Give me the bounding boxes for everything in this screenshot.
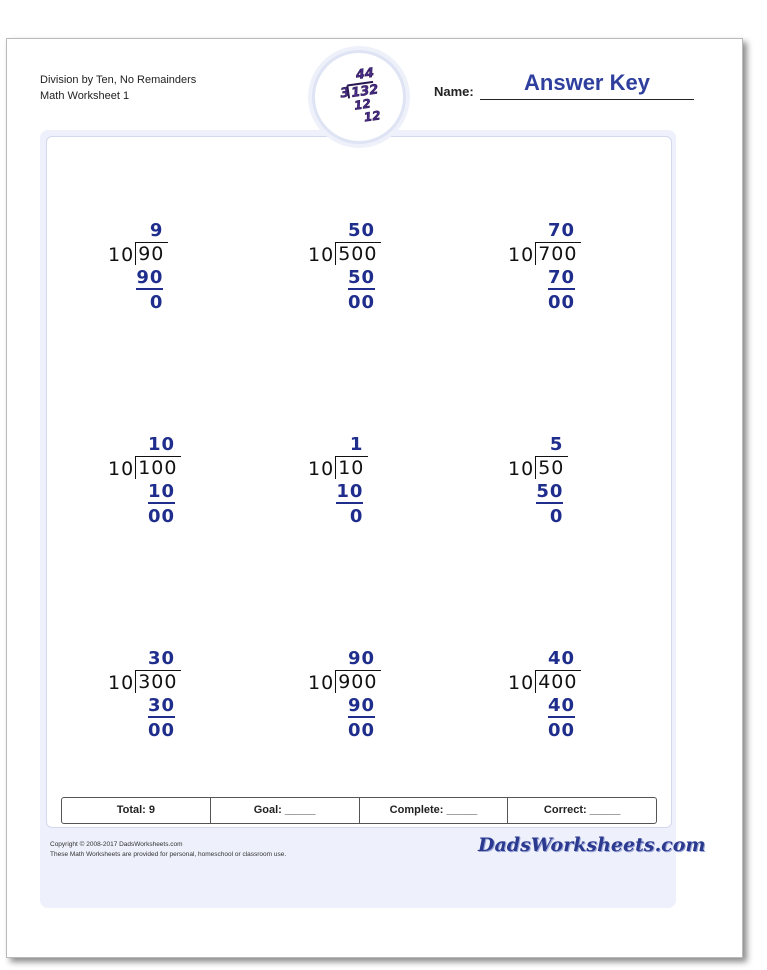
remainder: 00 bbox=[347, 720, 375, 741]
product: 90 bbox=[347, 695, 375, 716]
quotient: 70 bbox=[547, 220, 575, 241]
svg-text:132: 132 bbox=[350, 82, 380, 101]
division-problem bbox=[108, 432, 268, 542]
remainder: 00 bbox=[547, 720, 575, 741]
divisor: 10 bbox=[308, 672, 335, 694]
quotient: 10 bbox=[147, 434, 175, 455]
dividend: 100 bbox=[135, 456, 181, 479]
usage-note: These Math Worksheets are provided for personal, homeschool or classroom use. bbox=[50, 851, 287, 858]
remainder: 0 bbox=[149, 292, 164, 313]
division-problem bbox=[308, 432, 468, 542]
remainder: 00 bbox=[547, 292, 575, 313]
product: 50 bbox=[536, 481, 564, 502]
dividend: 90 bbox=[135, 242, 168, 265]
division-problem bbox=[108, 218, 268, 328]
remainder: 0 bbox=[549, 506, 564, 527]
copyright-line: Copyright © 2008-2017 DadsWorksheets.com bbox=[50, 841, 183, 848]
quotient: 50 bbox=[347, 220, 375, 241]
division-problem bbox=[508, 218, 668, 328]
division-problem bbox=[108, 646, 268, 756]
divisor: 10 bbox=[308, 458, 335, 480]
divisor: 10 bbox=[108, 672, 135, 694]
product: 10 bbox=[336, 481, 364, 502]
division-problem bbox=[308, 218, 468, 328]
svg-text:44: 44 bbox=[354, 65, 375, 84]
product: 40 bbox=[547, 695, 575, 716]
dividend: 50 bbox=[535, 456, 568, 479]
dividend: 700 bbox=[535, 242, 581, 265]
name-underline bbox=[480, 98, 694, 100]
divisor: 10 bbox=[508, 244, 535, 266]
division-problem bbox=[508, 432, 668, 542]
worksheet-subtitle: Math Worksheet 1 bbox=[40, 90, 130, 102]
remainder: 00 bbox=[147, 720, 175, 741]
remainder: 00 bbox=[147, 506, 175, 527]
score-table bbox=[61, 797, 657, 824]
dividend: 500 bbox=[335, 242, 381, 265]
product: 30 bbox=[147, 695, 175, 716]
remainder: 00 bbox=[347, 292, 375, 313]
worksheet-title: Division by Ten, No Remainders bbox=[40, 74, 197, 86]
quotient: 9 bbox=[149, 220, 164, 241]
quotient: 1 bbox=[349, 434, 364, 455]
product: 70 bbox=[547, 267, 575, 288]
quotient: 30 bbox=[147, 648, 175, 669]
divisor: 10 bbox=[508, 458, 535, 480]
svg-text:3: 3 bbox=[339, 85, 351, 102]
brand-logo: DadsWorksheets.com bbox=[478, 834, 706, 856]
divisor: 10 bbox=[108, 458, 135, 480]
quotient: 40 bbox=[547, 648, 575, 669]
divisor: 10 bbox=[308, 244, 335, 266]
quotient: 5 bbox=[549, 434, 564, 455]
product: 10 bbox=[147, 481, 175, 502]
copyright-block bbox=[50, 840, 286, 860]
goal-cell: Goal: _____ bbox=[211, 798, 360, 823]
dividend: 900 bbox=[335, 670, 381, 693]
dividend: 400 bbox=[535, 670, 581, 693]
name-label: Name: bbox=[434, 84, 474, 99]
long-division-logo-icon bbox=[312, 50, 406, 144]
correct-cell: Correct: _____ bbox=[543, 804, 621, 816]
divisor: 10 bbox=[508, 672, 535, 694]
remainder: 0 bbox=[349, 506, 364, 527]
svg-text:12: 12 bbox=[353, 96, 372, 113]
product: 50 bbox=[347, 267, 375, 288]
complete-cell: Complete: _____ bbox=[360, 798, 509, 823]
svg-text:12: 12 bbox=[362, 108, 382, 125]
product: 90 bbox=[136, 267, 164, 288]
quotient: 90 bbox=[347, 648, 375, 669]
total-cell: Total: 9 bbox=[62, 798, 211, 823]
divisor: 10 bbox=[108, 244, 135, 266]
worksheet-title-block bbox=[40, 72, 196, 104]
dividend: 300 bbox=[135, 670, 181, 693]
answer-key-text: Answer Key bbox=[524, 70, 650, 95]
division-problem bbox=[508, 646, 668, 756]
dividend: 10 bbox=[335, 456, 368, 479]
division-problem bbox=[308, 646, 468, 756]
